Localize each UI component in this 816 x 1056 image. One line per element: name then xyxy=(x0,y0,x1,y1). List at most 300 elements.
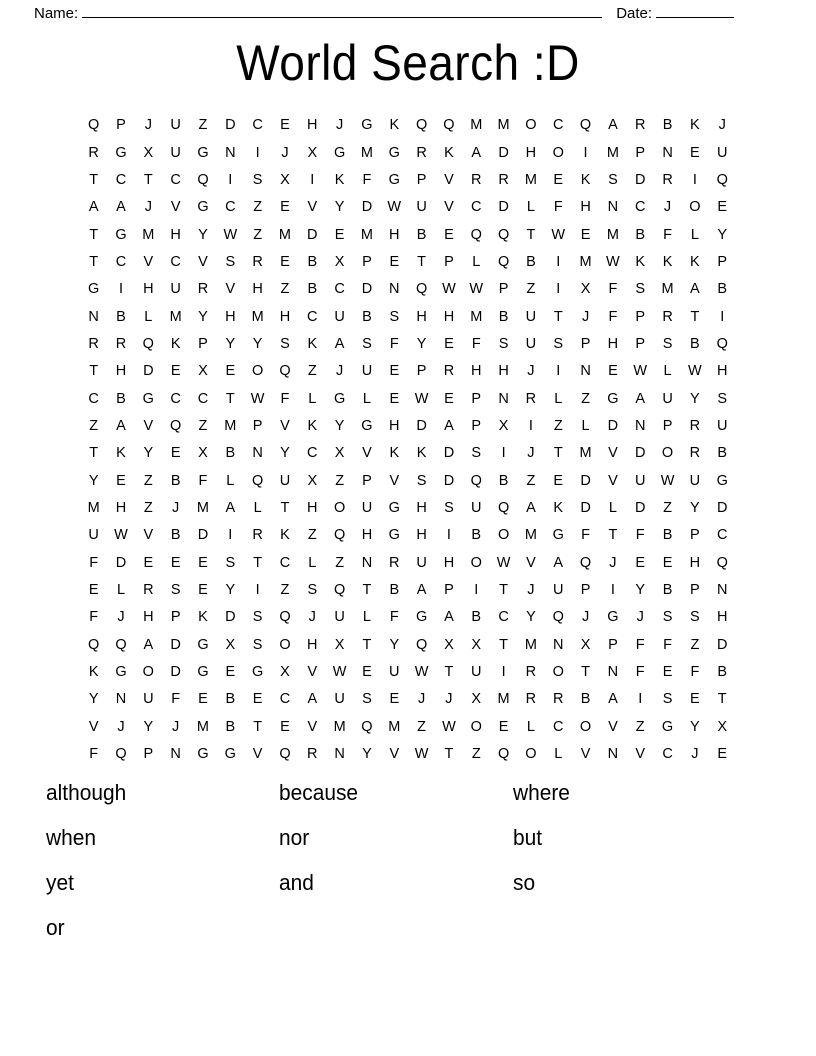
grid-cell[interactable]: X xyxy=(334,445,345,462)
grid-cell[interactable]: M xyxy=(579,253,592,270)
grid-cell[interactable]: O xyxy=(525,117,537,134)
grid-cell[interactable]: H xyxy=(307,499,318,516)
grid-cell[interactable]: K xyxy=(170,335,181,352)
grid-cell[interactable]: Y xyxy=(198,308,208,325)
grid-cell[interactable]: Y xyxy=(88,691,99,708)
grid-cell[interactable]: H xyxy=(416,308,427,325)
grid-cell[interactable]: F xyxy=(389,335,399,352)
grid-cell[interactable]: Z xyxy=(143,499,153,516)
grid-cell[interactable]: I xyxy=(501,664,506,681)
grid-cell[interactable]: S xyxy=(690,609,700,626)
grid-cell[interactable]: F xyxy=(608,308,618,325)
grid-cell[interactable]: W xyxy=(332,664,347,681)
grid-cell[interactable]: V xyxy=(225,281,236,298)
grid-cell[interactable]: C xyxy=(225,199,236,216)
date-input[interactable] xyxy=(656,6,734,18)
grid-cell[interactable]: H xyxy=(525,144,537,161)
grid-cell[interactable]: Q xyxy=(579,117,592,134)
grid-cell[interactable]: P xyxy=(580,335,591,352)
grid-cell[interactable]: E xyxy=(690,144,700,161)
grid-cell[interactable]: R xyxy=(634,117,646,134)
grid-cell[interactable]: U xyxy=(416,199,427,216)
grid-cell[interactable]: J xyxy=(636,609,644,626)
grid-cell[interactable]: J xyxy=(117,609,125,626)
grid-cell[interactable]: Q xyxy=(333,582,346,599)
grid-cell[interactable]: E xyxy=(635,554,646,571)
grid-cell[interactable]: B xyxy=(635,226,646,243)
grid-cell[interactable]: M xyxy=(524,171,537,188)
grid-cell[interactable]: F xyxy=(171,691,181,708)
grid-cell[interactable]: Q xyxy=(716,335,728,352)
grid-cell[interactable]: V xyxy=(307,664,318,681)
grid-cell[interactable]: P xyxy=(444,582,454,599)
grid-cell[interactable]: K xyxy=(690,117,700,134)
grid-cell[interactable]: S xyxy=(717,390,728,407)
grid-cell[interactable]: Q xyxy=(415,636,428,653)
grid-cell[interactable]: B xyxy=(662,582,673,599)
grid-cell[interactable]: L xyxy=(526,718,535,735)
grid-cell[interactable]: J xyxy=(527,582,535,599)
grid-cell[interactable]: G xyxy=(142,390,154,407)
grid-cell[interactable]: G xyxy=(88,281,100,298)
grid-cell[interactable]: H xyxy=(115,499,127,516)
grid-cell[interactable]: E xyxy=(198,582,208,599)
grid-cell[interactable]: R xyxy=(662,171,673,188)
grid-cell[interactable]: M xyxy=(497,117,510,134)
grid-cell[interactable]: X xyxy=(471,691,482,708)
grid-cell[interactable]: K xyxy=(635,253,646,270)
grid-cell[interactable]: J xyxy=(172,718,180,735)
grid-cell[interactable]: E xyxy=(553,171,564,188)
grid-cell[interactable]: Z xyxy=(198,117,208,134)
grid-cell[interactable]: J xyxy=(581,308,590,325)
grid-cell[interactable]: X xyxy=(444,636,454,653)
grid-cell[interactable]: F xyxy=(663,636,672,653)
grid-cell[interactable]: C xyxy=(553,117,564,134)
grid-cell[interactable]: G xyxy=(716,472,728,489)
grid-cell[interactable]: H xyxy=(580,199,591,216)
word-list-item[interactable]: nor xyxy=(279,825,310,850)
grid-cell[interactable]: E xyxy=(444,390,454,407)
grid-cell[interactable]: R xyxy=(389,554,400,571)
grid-cell[interactable]: R xyxy=(689,445,701,462)
grid-cell[interactable]: Y xyxy=(143,445,154,462)
grid-cell[interactable]: P xyxy=(498,281,509,298)
grid-cell[interactable]: S xyxy=(170,582,181,599)
grid-cell[interactable]: J xyxy=(335,363,344,380)
grid-cell[interactable]: S xyxy=(362,691,372,708)
grid-cell[interactable]: P xyxy=(471,390,482,407)
grid-cell[interactable]: S xyxy=(553,335,564,352)
grid-cell[interactable]: F xyxy=(362,171,372,188)
grid-cell[interactable]: J xyxy=(527,445,535,462)
grid-cell[interactable]: Q xyxy=(142,335,154,352)
grid-cell[interactable]: S xyxy=(280,335,290,352)
grid-cell[interactable]: T xyxy=(89,363,99,380)
grid-cell[interactable]: K xyxy=(553,499,564,516)
grid-cell[interactable]: Z xyxy=(143,472,153,489)
grid-cell[interactable]: P xyxy=(198,335,208,352)
grid-cell[interactable]: I xyxy=(692,171,697,188)
grid-cell[interactable]: Q xyxy=(497,499,510,516)
grid-cell[interactable]: U xyxy=(334,691,345,708)
grid-cell[interactable]: B xyxy=(225,691,236,708)
grid-cell[interactable]: S xyxy=(635,281,646,298)
grid-cell[interactable]: Z xyxy=(307,363,317,380)
grid-cell[interactable]: B xyxy=(690,335,700,352)
grid-cell[interactable]: V xyxy=(252,746,263,763)
grid-cell[interactable]: X xyxy=(225,636,236,653)
grid-cell[interactable]: G xyxy=(388,144,400,161)
grid-cell[interactable]: R xyxy=(525,691,537,708)
grid-cell[interactable]: Q xyxy=(415,281,428,298)
grid-cell[interactable]: H xyxy=(716,609,728,626)
grid-cell[interactable]: N xyxy=(389,281,400,298)
grid-cell[interactable]: C xyxy=(334,281,345,298)
grid-cell[interactable]: K xyxy=(580,171,591,188)
grid-cell[interactable]: Q xyxy=(497,226,510,243)
grid-cell[interactable]: X xyxy=(334,636,345,653)
grid-cell[interactable]: G xyxy=(251,664,264,681)
grid-cell[interactable]: O xyxy=(689,199,701,216)
grid-cell[interactable]: F xyxy=(690,664,700,681)
grid-cell[interactable]: A xyxy=(471,144,482,161)
grid-cell[interactable]: D xyxy=(443,445,455,462)
grid-cell[interactable]: Y xyxy=(252,335,263,352)
grid-cell[interactable]: U xyxy=(361,363,373,380)
grid-cell[interactable]: U xyxy=(170,117,181,134)
grid-cell[interactable]: W xyxy=(442,281,456,298)
grid-cell[interactable]: L xyxy=(226,472,235,489)
grid-cell[interactable]: Y xyxy=(225,582,236,599)
grid-cell[interactable]: Y xyxy=(334,199,345,216)
grid-cell[interactable]: M xyxy=(196,718,210,735)
grid-cell[interactable]: D xyxy=(498,144,509,161)
grid-cell[interactable]: X xyxy=(471,636,482,653)
grid-cell[interactable]: G xyxy=(388,527,400,544)
grid-cell[interactable]: V xyxy=(389,472,400,489)
grid-cell[interactable]: J xyxy=(335,117,344,134)
grid-cell[interactable]: A xyxy=(444,417,454,434)
grid-cell[interactable]: I xyxy=(228,171,233,188)
grid-cell[interactable]: T xyxy=(417,253,427,270)
grid-cell[interactable]: R xyxy=(525,390,537,407)
grid-cell[interactable]: D xyxy=(580,472,591,489)
grid-cell[interactable]: U xyxy=(553,582,564,599)
grid-cell[interactable]: A xyxy=(690,281,700,298)
grid-cell[interactable]: A xyxy=(526,499,536,516)
grid-cell[interactable]: K xyxy=(389,445,400,462)
grid-cell[interactable]: M xyxy=(579,445,592,462)
grid-cell[interactable]: B xyxy=(416,226,427,243)
grid-cell[interactable]: V xyxy=(198,253,208,270)
grid-cell[interactable]: N xyxy=(580,363,591,380)
grid-cell[interactable]: S xyxy=(498,335,509,352)
grid-cell[interactable]: M xyxy=(524,527,537,544)
grid-cell[interactable]: I xyxy=(255,582,260,599)
grid-cell[interactable]: M xyxy=(497,691,510,708)
grid-cell[interactable]: P xyxy=(444,253,454,270)
grid-cell[interactable]: R xyxy=(88,144,99,161)
grid-cell[interactable]: J xyxy=(663,199,672,216)
grid-cell[interactable]: Y xyxy=(690,499,700,516)
grid-cell[interactable]: M xyxy=(196,499,210,516)
grid-cell[interactable]: D xyxy=(443,472,455,489)
grid-cell[interactable]: N xyxy=(607,746,619,763)
grid-cell[interactable]: I xyxy=(501,445,506,462)
grid-cell[interactable]: H xyxy=(389,417,400,434)
grid-cell[interactable]: K xyxy=(389,117,400,134)
grid-cell[interactable]: E xyxy=(389,253,400,270)
grid-cell[interactable]: W xyxy=(551,226,566,243)
grid-cell[interactable]: B xyxy=(526,253,536,270)
grid-cell[interactable]: V xyxy=(143,417,154,434)
grid-cell[interactable]: F xyxy=(581,527,590,544)
grid-cell[interactable]: T xyxy=(499,636,509,653)
grid-cell[interactable]: S xyxy=(444,499,454,516)
grid-cell[interactable]: M xyxy=(470,117,483,134)
grid-cell[interactable]: F xyxy=(471,335,481,352)
grid-cell[interactable]: U xyxy=(471,664,482,681)
grid-cell[interactable]: V xyxy=(362,445,372,462)
grid-cell[interactable]: D xyxy=(634,445,646,462)
grid-cell[interactable]: E xyxy=(717,746,728,763)
grid-cell[interactable]: C xyxy=(170,253,181,270)
grid-cell[interactable]: U xyxy=(279,472,291,489)
grid-cell[interactable]: H xyxy=(389,226,400,243)
grid-cell[interactable]: F xyxy=(89,554,99,571)
grid-cell[interactable]: O xyxy=(552,664,564,681)
grid-cell[interactable]: H xyxy=(498,363,509,380)
grid-cell[interactable]: J xyxy=(609,554,617,571)
grid-cell[interactable]: N xyxy=(634,417,646,434)
grid-cell[interactable]: V xyxy=(307,718,318,735)
grid-cell[interactable]: T xyxy=(553,445,563,462)
grid-cell[interactable]: Q xyxy=(579,554,592,571)
grid-cell[interactable]: S xyxy=(225,253,236,270)
grid-cell[interactable]: D xyxy=(225,117,236,134)
grid-cell[interactable]: E xyxy=(280,718,290,735)
grid-cell[interactable]: X xyxy=(143,144,154,161)
grid-cell[interactable]: I xyxy=(610,582,615,599)
grid-cell[interactable]: T xyxy=(499,582,509,599)
grid-cell[interactable]: Z xyxy=(253,226,263,243)
grid-cell[interactable]: M xyxy=(142,226,155,243)
grid-cell[interactable]: P xyxy=(635,308,646,325)
grid-cell[interactable]: B xyxy=(389,582,400,599)
grid-cell[interactable]: O xyxy=(279,636,291,653)
grid-cell[interactable]: Y xyxy=(280,445,290,462)
grid-cell[interactable]: I xyxy=(556,253,561,270)
grid-cell[interactable]: Q xyxy=(497,253,510,270)
grid-cell[interactable]: Z xyxy=(335,472,345,489)
grid-cell[interactable]: A xyxy=(116,199,126,216)
grid-cell[interactable]: U xyxy=(416,554,427,571)
grid-cell[interactable]: O xyxy=(661,445,674,462)
grid-cell[interactable]: X xyxy=(580,636,591,653)
grid-cell[interactable]: P xyxy=(362,472,372,489)
grid-cell[interactable]: C xyxy=(170,390,181,407)
grid-cell[interactable]: T xyxy=(89,226,99,243)
grid-cell[interactable]: X xyxy=(498,417,509,434)
grid-cell[interactable]: Z xyxy=(335,554,345,571)
grid-cell[interactable]: W xyxy=(250,390,265,407)
grid-cell[interactable]: F xyxy=(89,746,99,763)
grid-cell[interactable]: B xyxy=(307,253,318,270)
grid-cell[interactable]: K xyxy=(88,664,99,681)
grid-cell[interactable]: E xyxy=(280,199,290,216)
grid-cell[interactable]: H xyxy=(143,609,154,626)
grid-cell[interactable]: F xyxy=(635,664,645,681)
grid-cell[interactable]: P xyxy=(416,363,427,380)
grid-cell[interactable]: B xyxy=(307,281,318,298)
grid-cell[interactable]: T xyxy=(444,664,454,681)
grid-cell[interactable]: I xyxy=(118,281,123,298)
grid-cell[interactable]: W xyxy=(414,664,429,681)
grid-cell[interactable]: N xyxy=(252,445,263,462)
grid-cell[interactable]: Q xyxy=(115,746,127,763)
grid-cell[interactable]: A xyxy=(334,335,345,352)
grid-cell[interactable]: S xyxy=(662,691,673,708)
grid-cell[interactable]: D xyxy=(716,499,728,516)
grid-cell[interactable]: B xyxy=(362,308,372,325)
grid-cell[interactable]: X xyxy=(580,281,591,298)
grid-cell[interactable]: C xyxy=(88,390,99,407)
grid-cell[interactable]: J xyxy=(144,117,152,134)
grid-cell[interactable]: U xyxy=(361,499,373,516)
grid-cell[interactable]: O xyxy=(251,363,264,380)
grid-cell[interactable]: F xyxy=(635,527,645,544)
grid-cell[interactable]: T xyxy=(89,171,99,188)
grid-cell[interactable]: D xyxy=(361,281,373,298)
grid-cell[interactable]: G xyxy=(197,664,209,681)
grid-cell[interactable]: M xyxy=(169,308,182,325)
grid-cell[interactable]: Q xyxy=(197,171,209,188)
grid-cell[interactable]: G xyxy=(197,144,209,161)
grid-cell[interactable]: J xyxy=(117,718,125,735)
grid-cell[interactable]: H xyxy=(471,363,482,380)
grid-cell[interactable]: T xyxy=(553,308,563,325)
grid-cell[interactable]: L xyxy=(253,499,262,516)
grid-cell[interactable]: K xyxy=(198,609,208,626)
grid-cell[interactable]: L xyxy=(362,609,371,626)
grid-cell[interactable]: X xyxy=(280,664,290,681)
grid-cell[interactable]: B xyxy=(225,718,236,735)
word-list-item[interactable]: or xyxy=(46,915,65,940)
grid-cell[interactable]: W xyxy=(387,199,402,216)
grid-cell[interactable]: D xyxy=(416,417,427,434)
grid-cell[interactable]: W xyxy=(223,226,238,243)
grid-cell[interactable]: S xyxy=(362,335,372,352)
grid-cell[interactable]: H xyxy=(279,308,291,325)
grid-cell[interactable]: J xyxy=(581,609,590,626)
grid-cell[interactable]: A xyxy=(553,554,564,571)
grid-cell[interactable]: K xyxy=(280,527,290,544)
grid-cell[interactable]: E xyxy=(389,390,400,407)
grid-cell[interactable]: Z xyxy=(89,417,99,434)
grid-cell[interactable]: C xyxy=(115,253,127,270)
grid-cell[interactable]: E xyxy=(362,664,372,681)
grid-cell[interactable]: U xyxy=(170,144,181,161)
grid-cell[interactable]: M xyxy=(87,499,100,516)
grid-cell[interactable]: U xyxy=(88,527,99,544)
grid-cell[interactable]: V xyxy=(526,554,536,571)
grid-cell[interactable]: Q xyxy=(361,718,373,735)
grid-cell[interactable]: E xyxy=(280,117,290,134)
grid-cell[interactable]: Y xyxy=(389,636,400,653)
grid-cell[interactable]: N xyxy=(88,308,99,325)
grid-cell[interactable]: E xyxy=(225,363,236,380)
grid-cell[interactable]: D xyxy=(197,527,209,544)
word-list-item[interactable]: yet xyxy=(46,870,74,895)
grid-cell[interactable]: R xyxy=(307,746,318,763)
grid-cell[interactable]: X xyxy=(198,363,208,380)
grid-cell[interactable]: M xyxy=(333,718,346,735)
grid-cell[interactable]: D xyxy=(716,636,728,653)
grid-cell[interactable]: V xyxy=(170,199,181,216)
grid-cell[interactable]: H xyxy=(443,554,455,571)
grid-cell[interactable]: T xyxy=(225,390,235,407)
grid-cell[interactable]: E xyxy=(498,718,509,735)
grid-cell[interactable]: R xyxy=(471,171,482,188)
grid-cell[interactable]: Y xyxy=(690,718,700,735)
grid-cell[interactable]: E xyxy=(170,445,181,462)
grid-cell[interactable]: P xyxy=(717,253,728,270)
grid-cell[interactable]: C xyxy=(307,445,318,462)
grid-cell[interactable]: B xyxy=(170,472,181,489)
grid-cell[interactable]: L xyxy=(608,499,617,516)
grid-cell[interactable]: M xyxy=(224,417,237,434)
grid-cell[interactable]: P xyxy=(416,171,427,188)
grid-cell[interactable]: S xyxy=(225,554,236,571)
grid-cell[interactable]: D xyxy=(580,499,591,516)
grid-cell[interactable]: Y xyxy=(717,226,728,243)
grid-cell[interactable]: U xyxy=(716,417,728,434)
grid-cell[interactable]: A xyxy=(608,691,618,708)
grid-cell[interactable]: J xyxy=(308,609,316,626)
grid-cell[interactable]: D xyxy=(634,499,646,516)
grid-cell[interactable]: B xyxy=(717,445,728,462)
grid-cell[interactable]: N xyxy=(334,746,345,763)
word-list-item[interactable]: where xyxy=(512,780,570,805)
grid-cell[interactable]: V xyxy=(635,746,646,763)
grid-cell[interactable]: G xyxy=(197,636,209,653)
grid-cell[interactable]: Q xyxy=(279,746,291,763)
grid-cell[interactable]: S xyxy=(471,445,482,462)
grid-cell[interactable]: T xyxy=(581,664,590,681)
grid-cell[interactable]: H xyxy=(716,363,728,380)
grid-cell[interactable]: L xyxy=(663,363,672,380)
grid-cell[interactable]: T xyxy=(253,554,263,571)
grid-cell[interactable]: G xyxy=(361,417,373,434)
grid-cell[interactable]: L xyxy=(581,417,590,434)
grid-cell[interactable]: V xyxy=(608,472,618,489)
grid-cell[interactable]: N xyxy=(115,691,127,708)
grid-cell[interactable]: G xyxy=(607,390,619,407)
grid-cell[interactable]: E xyxy=(608,363,618,380)
grid-cell[interactable]: X xyxy=(334,253,345,270)
word-list-item[interactable]: because xyxy=(279,780,359,805)
grid-cell[interactable]: M xyxy=(388,718,401,735)
grid-cell[interactable]: T xyxy=(89,253,99,270)
grid-cell[interactable]: T xyxy=(280,499,290,516)
grid-cell[interactable]: P xyxy=(580,582,591,599)
grid-cell[interactable]: N xyxy=(225,144,236,161)
grid-cell[interactable]: C xyxy=(307,308,318,325)
grid-cell[interactable]: M xyxy=(360,144,373,161)
grid-cell[interactable]: I xyxy=(310,171,315,188)
grid-cell[interactable]: S xyxy=(608,171,618,188)
